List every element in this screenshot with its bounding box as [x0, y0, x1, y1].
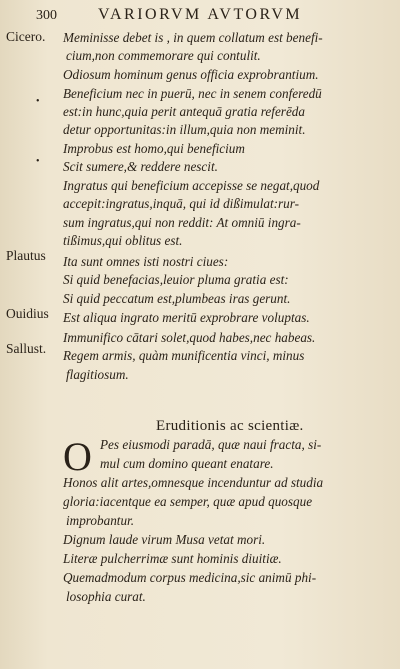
drop-cap: O	[63, 434, 92, 479]
text-line: Honos alit artes,omnesque incenduntur ad studia	[63, 475, 324, 490]
text-line: gloria:iacentque ea semper, quæ apud quosque	[63, 494, 313, 509]
text-line: Si quid peccatum est,plumbeas iras gerunt.	[63, 291, 291, 306]
text-line: Regem armis, quàm munificentia vinci, minus	[63, 348, 305, 363]
text-line: tißimus,qui oblitus est.	[63, 233, 183, 248]
page-number: 300	[36, 8, 57, 23]
text-line: losophia curat.	[66, 589, 146, 604]
margin-mark: •	[36, 156, 40, 167]
running-title: VARIORVM AVTORVM	[98, 6, 303, 23]
text-line: mul cum domino queant enatare.	[100, 456, 274, 471]
author-sallust: Sallust.	[6, 341, 47, 356]
text-line: est:in hunc,quia perit antequā gratia referēda	[63, 104, 305, 119]
text-line: Quemadmodum corpus medicina,sic animū phi-	[63, 570, 317, 585]
text-line: Improbus est homo,qui beneficium	[63, 141, 245, 156]
text-line: Pes eiusmodi paradā, quæ naui fracta, si-	[100, 437, 322, 452]
text-line: Scit sumere,& reddere nescit.	[63, 159, 218, 174]
text-line: improbantur.	[66, 513, 135, 528]
text-line: Ita sunt omnes isti nostri ciues:	[63, 254, 229, 269]
text-line: flagitiosum.	[66, 367, 129, 382]
author-ovidius: Ouidius	[6, 306, 49, 321]
margin-mark: •	[36, 96, 40, 107]
text-line: Est aliqua ingrato meritū exprobrare voluptas.	[63, 310, 310, 325]
text-line: detur opportunitas:in illum,quia non meminit.	[63, 122, 306, 137]
author-cicero: Cicero.	[6, 29, 46, 44]
text-line: Immunifico cātari solet,quod habes,nec habeas.	[63, 330, 316, 345]
text-line: Dignum laude virum Musa vetat mori.	[63, 532, 266, 547]
text-line: Ingratus qui beneficium accepisse se negat,quod	[63, 178, 320, 193]
author-plautus: Plautus	[6, 248, 46, 263]
text-line: Odiosum hominum genus officia exprobrantium.	[63, 67, 319, 82]
page-header	[0, 6, 400, 26]
section-heading: Eruditionis ac scientiæ.	[156, 418, 304, 434]
text-line: Si quid benefacias,leuior pluma gratia est:	[63, 272, 289, 287]
text-line: Meminisse debet is , in quem collatum est benefi-	[63, 30, 323, 45]
text-line: accepit:ingratus,inquā, qui id dißimulat:rur-	[63, 196, 299, 211]
text-line: cium,non commemorare qui contulit.	[66, 48, 261, 63]
text-line: Literæ pulcherrimæ sunt hominis diuitiæ.	[63, 551, 282, 566]
text-line: Beneficium nec in puerū, nec in senem conferedū	[63, 86, 322, 101]
text-line: sum ingratus,qui non reddit: At omniū ingra-	[63, 215, 301, 230]
